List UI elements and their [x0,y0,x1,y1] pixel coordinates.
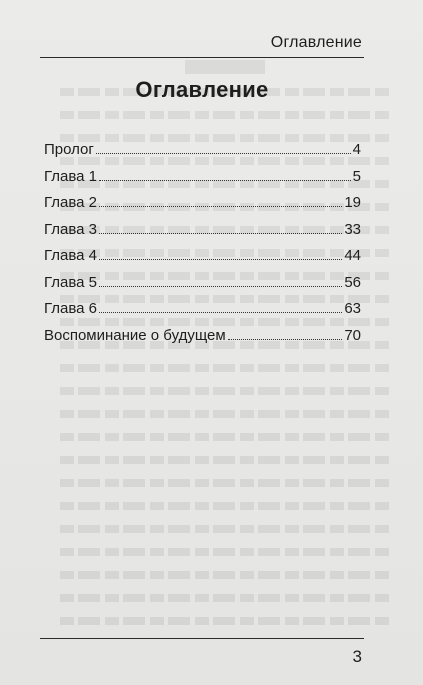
toc-entry-chapter-2[interactable] [44,194,361,221]
page-number: 3 [352,647,362,666]
toc-entry-label: Глава 1 [44,167,98,185]
toc-entry-label: Пролог [44,141,94,158]
toc-entry-page: 33 [344,220,361,238]
toc-entry-label: Глава 2 [44,194,98,211]
toc-entry-label: Глава 3 [44,220,98,238]
toc-entry-page: 4 [352,141,361,158]
dot-leader [99,312,342,313]
table-of-contents [44,141,361,353]
toc-entry-epilogue[interactable] [44,327,361,354]
toc-entry-chapter-5[interactable] [44,274,361,301]
dot-leader [96,153,351,154]
toc-entry-chapter-3[interactable] [44,221,361,248]
toc-entry-label: Глава 5 [44,273,98,291]
toc-entry-chapter-1[interactable] [44,168,361,195]
toc-entry-label: Глава 4 [44,247,98,264]
dot-leader [99,233,342,234]
header-rule [40,57,364,58]
toc-entry-page: 70 [344,326,361,344]
toc-entry-page: 63 [344,300,361,317]
toc-entry-prologue[interactable] [44,141,361,168]
toc-entry-chapter-4[interactable] [44,247,361,274]
toc-title: Оглавление [135,77,269,102]
toc-entry-page: 5 [352,167,361,185]
toc-entry-page: 44 [344,247,361,264]
dot-leader [99,259,342,260]
dot-leader [99,286,342,287]
toc-entry-page: 56 [344,273,361,291]
dot-leader [99,180,351,181]
toc-entry-page: 19 [344,194,361,211]
footer-rule [40,638,364,639]
toc-entry-chapter-6[interactable] [44,300,361,327]
running-head: Оглавление [270,34,362,51]
dot-leader [228,339,343,340]
dot-leader [99,206,342,207]
toc-entry-label: Воспоминание о будущем [44,326,226,344]
toc-entry-label: Глава 6 [44,300,98,317]
